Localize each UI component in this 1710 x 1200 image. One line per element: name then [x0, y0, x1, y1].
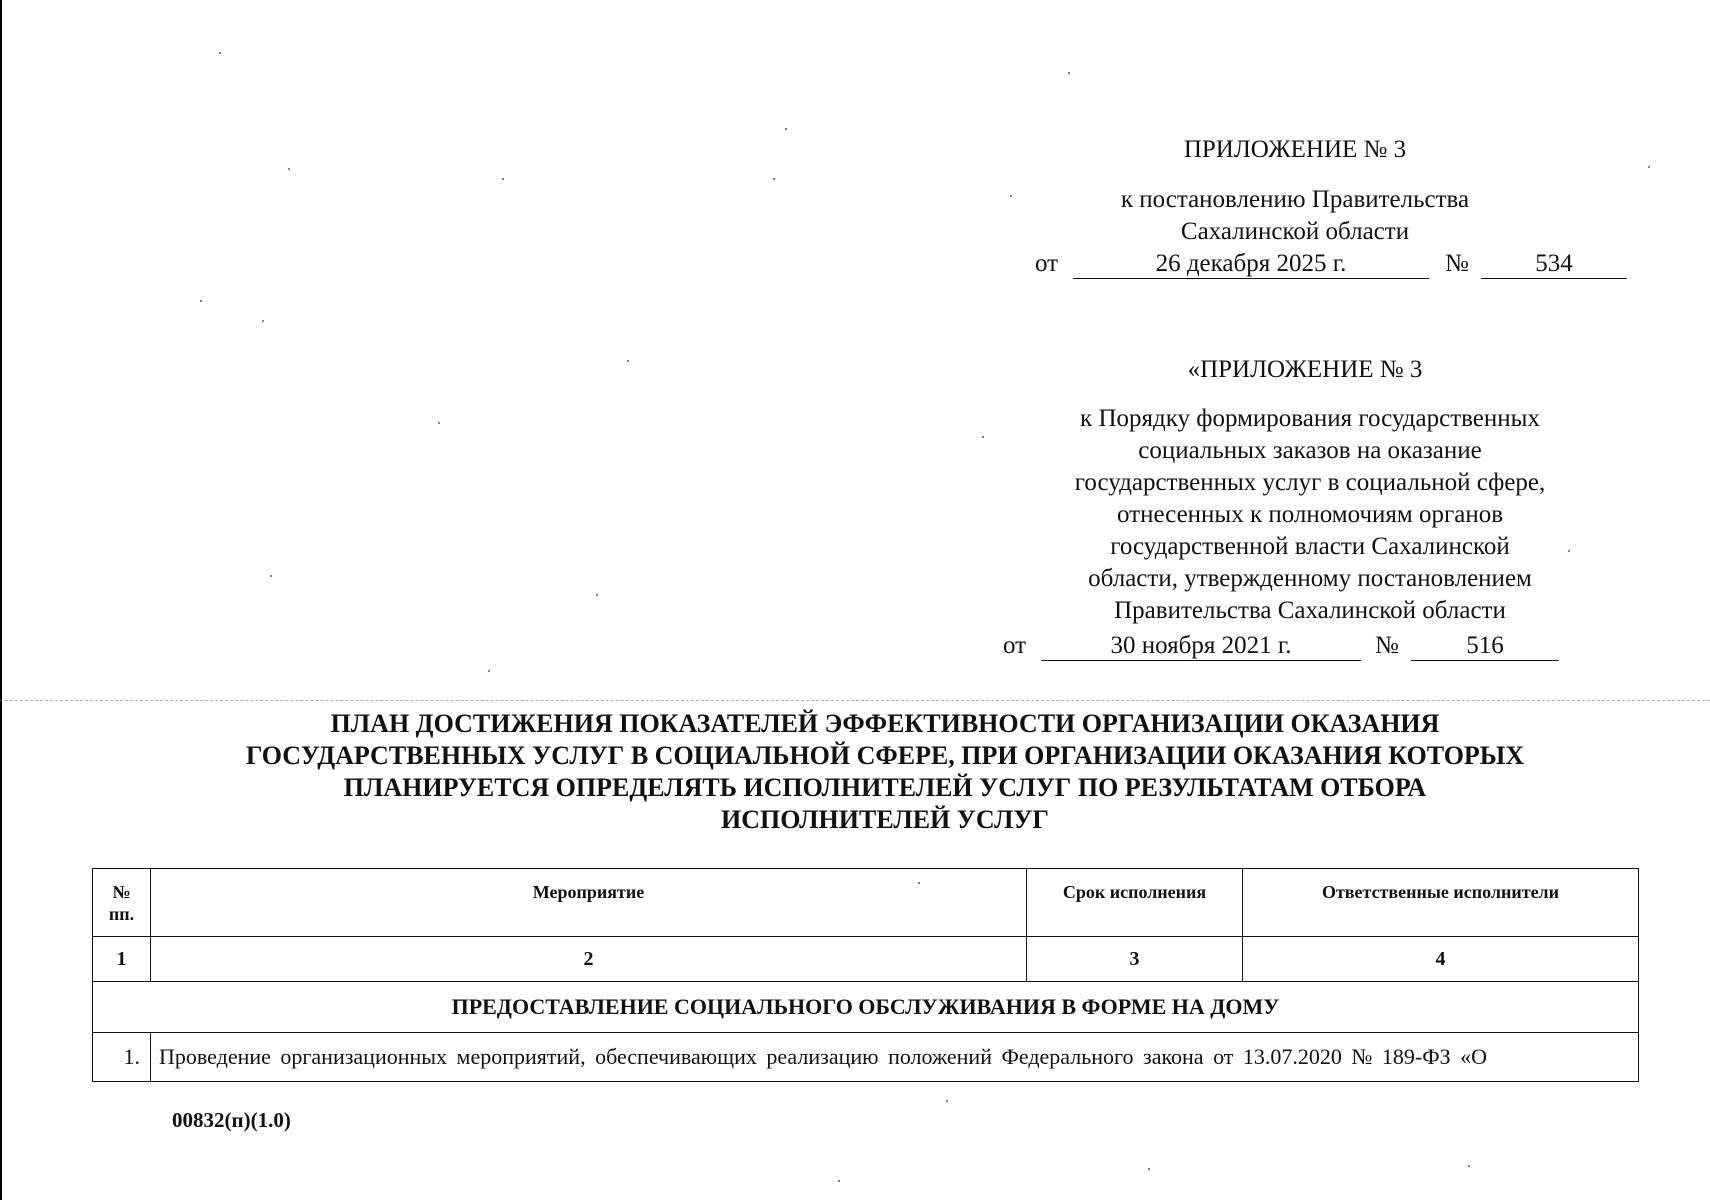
appendix2-reference-line: к Порядку формирования государственных: [1080, 405, 1540, 432]
appendix1-number: 534: [1481, 248, 1627, 279]
appendix1-title: ПРИЛОЖЕНИЕ № 3: [1183, 136, 1407, 163]
row-number: 1.: [93, 1033, 151, 1082]
column-header-responsible: Ответственные исполнители: [1243, 869, 1639, 937]
table-row: [93, 1033, 1639, 1082]
heading-line: ГОСУДАРСТВЕННЫХ УСЛУГ В СОЦИАЛЬНОЙ СФЕРЕ, ПРИ ОРГАНИЗАЦИИ ОКАЗАНИЯ КОТОРЫХ: [245, 741, 1525, 770]
column-number-row: [93, 937, 1639, 982]
document-code: 00832(п)(1.0): [172, 1108, 291, 1132]
appendix1-reference-line: Сахалинской области: [1180, 218, 1410, 245]
appendix2-reference-line: социальных заказов на оказание: [1138, 437, 1482, 464]
date-prefix: от: [1003, 632, 1027, 659]
appendix1-date-row: [1035, 248, 1595, 282]
appendix1-reference: [1070, 184, 1520, 248]
column-header-activity: Мероприятие: [151, 869, 1027, 937]
appendix2-date: 30 ноября 2021 г.: [1041, 630, 1361, 661]
appendix2-reference-line: государственных услуг в социальной сфере,: [1074, 469, 1546, 496]
appendix2-title: «ПРИЛОЖЕНИЕ № 3: [1187, 356, 1423, 383]
appendix2-number: 516: [1411, 630, 1559, 661]
column-header-number-line: №: [112, 882, 131, 902]
row-activity-text: Проведение организационных мероприятий, обеспечивающих реализацию положений Федерального закона от 13.07.2020 № 189-ФЗ «О: [151, 1033, 1639, 1082]
number-prefix: №: [1445, 250, 1469, 277]
appendix2-date-row: [1003, 630, 1563, 664]
table-header-row: [93, 869, 1639, 937]
column-header-number: [93, 869, 151, 937]
section-title: ПРЕДОСТАВЛЕНИЕ СОЦИАЛЬНОГО ОБСЛУЖИВАНИЯ В ФОРМЕ НА ДОМУ: [93, 982, 1639, 1033]
appendix2-reference-line: области, утвержденному постановлением: [1088, 565, 1532, 592]
appendix2-reference: [1030, 403, 1590, 627]
heading-line: ПЛАНИРУЕТСЯ ОПРЕДЕЛЯТЬ ИСПОЛНИТЕЛЕЙ УСЛУГ ПО РЕЗУЛЬТАТАМ ОТБОРА: [343, 773, 1427, 802]
appendix2-reference-line: Правительства Сахалинской области: [1114, 597, 1506, 624]
scan-fold-line: [0, 700, 1710, 701]
number-prefix: №: [1375, 632, 1399, 659]
page-left-edge: [0, 0, 2, 1200]
appendix2-reference-line: государственной власти Сахалинской: [1110, 533, 1510, 560]
column-header-deadline: Срок исполнения: [1027, 869, 1243, 937]
column-number: 1: [93, 937, 151, 982]
appendix1-reference-line: к постановлению Правительства: [1120, 186, 1470, 213]
appendix1-date: 26 декабря 2025 г.: [1073, 248, 1429, 279]
column-number: 3: [1027, 937, 1243, 982]
plan-table: [92, 868, 1639, 1082]
date-prefix: от: [1035, 250, 1059, 277]
column-header-number-line: пп.: [108, 904, 135, 924]
document-heading: [150, 708, 1620, 836]
heading-line: ИСПОЛНИТЕЛЕЙ УСЛУГ: [721, 805, 1049, 834]
appendix2-reference-line: отнесенных к полномочиям органов: [1116, 501, 1504, 528]
heading-line: ПЛАН ДОСТИЖЕНИЯ ПОКАЗАТЕЛЕЙ ЭФФЕКТИВНОСТИ ОРГАНИЗАЦИИ ОКАЗАНИЯ: [330, 709, 1440, 738]
column-number: 2: [151, 937, 1027, 982]
column-number: 4: [1243, 937, 1639, 982]
section-row: [93, 982, 1639, 1033]
